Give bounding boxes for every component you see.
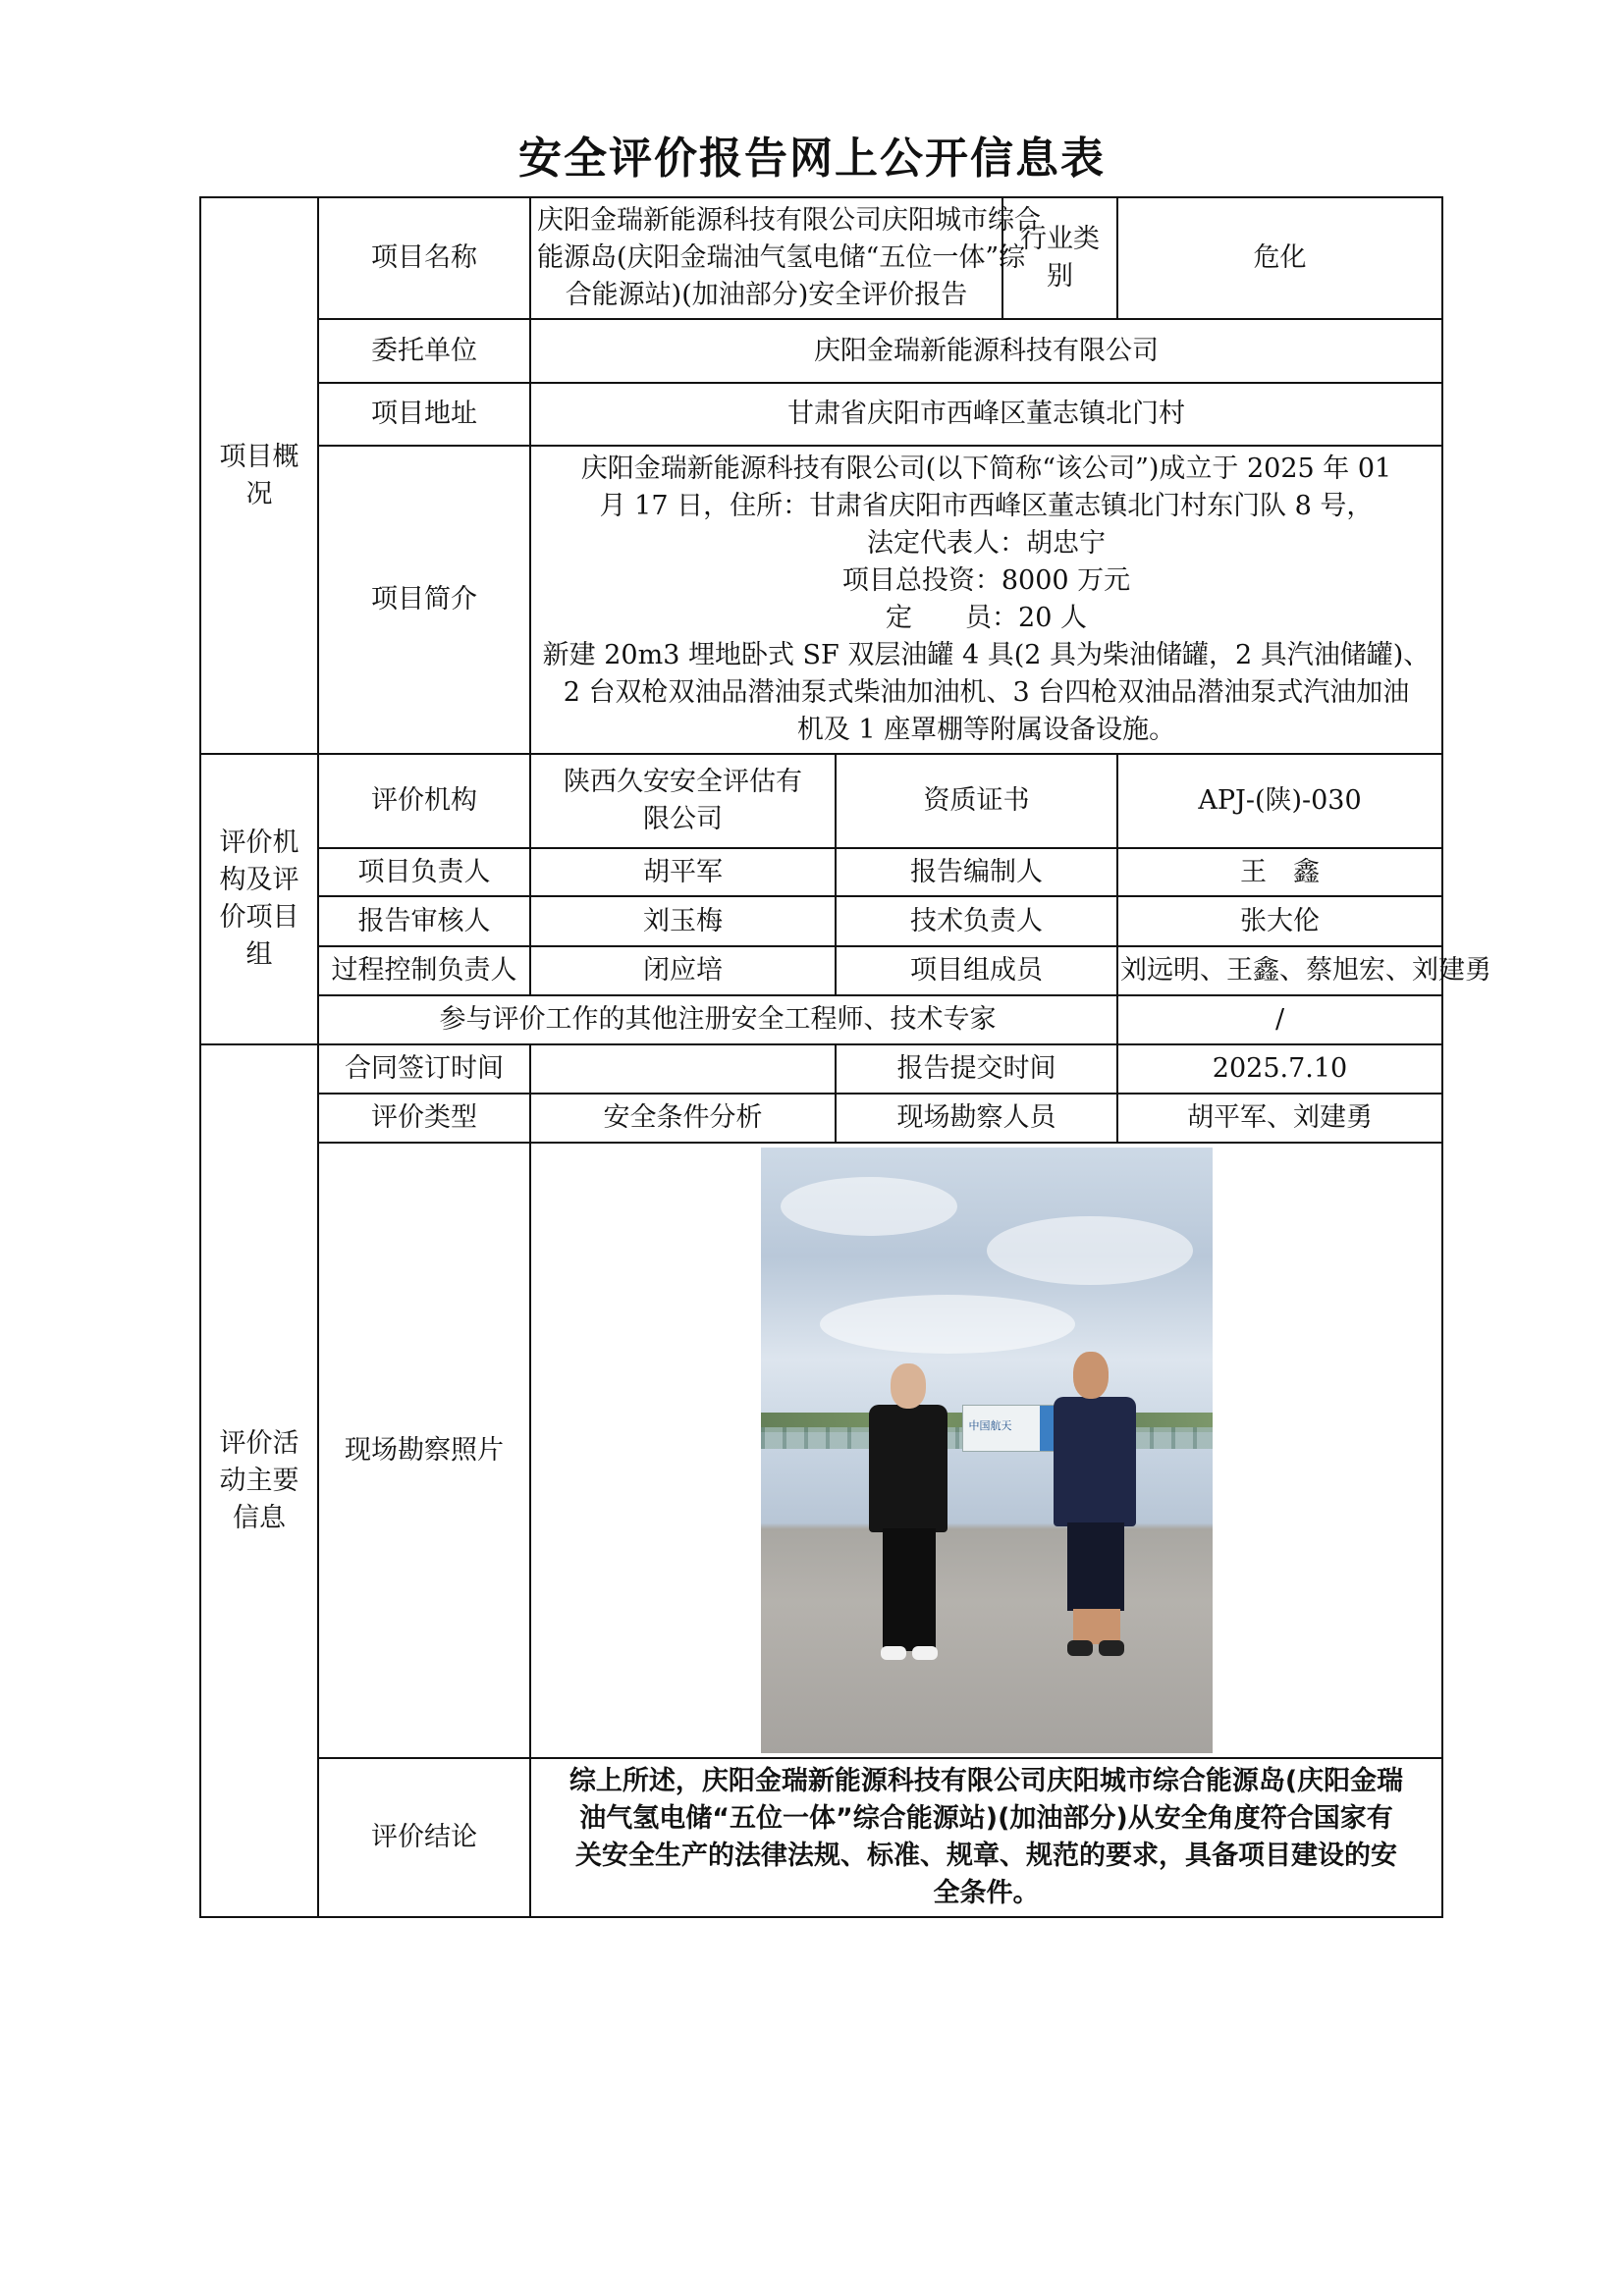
- person-right-calves: [1073, 1609, 1120, 1644]
- type-label: 评价类型: [318, 1094, 530, 1143]
- industry-value: 危化: [1117, 197, 1442, 319]
- person-right-shoe: [1099, 1640, 1124, 1656]
- type-value: 安全条件分析: [530, 1094, 836, 1143]
- person-left-legs: [883, 1528, 936, 1651]
- reviewer-value: 刘玉梅: [530, 896, 836, 946]
- project-name-value: 庆阳金瑞新能源科技有限公司庆阳城市综合 能源岛(庆阳金瑞油气氢电储“五位一体”综 合能源站)(加油部分)安全评价报告: [530, 197, 1002, 319]
- cert-value: APJ-(陕)-030: [1117, 754, 1442, 848]
- conclusion-text: 综上所述，庆阳金瑞新能源科技有限公司庆阳城市综合能源岛(庆阳金瑞 油气氢电储“五位一体”综合能源站)(加油部分)从安全角度符合国家有 关安全生产的法律法规、标准、规章、规范的要求，具备项目建设的安 全条件。: [530, 1758, 1442, 1917]
- project-name-label: 项目名称: [318, 197, 530, 319]
- intro-label: 项目简介: [318, 446, 530, 754]
- writer-label: 报告编制人: [836, 848, 1117, 896]
- person-left-shoe: [912, 1646, 938, 1660]
- cert-label: 资质证书: [836, 754, 1117, 848]
- info-table: [199, 196, 1491, 1918]
- members-label: 项目组成员: [836, 946, 1117, 995]
- tech-value: 张大伦: [1117, 896, 1442, 946]
- person-right-shoe: [1067, 1640, 1093, 1656]
- cloud-shape: [820, 1295, 1075, 1354]
- client-label: 委托单位: [318, 319, 530, 383]
- industry-label: 行业类别: [1002, 197, 1117, 319]
- site-survey-photo: [761, 1148, 1213, 1753]
- person-right-head: [1073, 1352, 1109, 1399]
- cloud-shape: [987, 1216, 1193, 1285]
- address-label: 项目地址: [318, 383, 530, 446]
- org-value: 陕西久安安全评估有限公司: [530, 754, 836, 848]
- reviewer-label: 报告审核人: [318, 896, 530, 946]
- leader-value: 胡平军: [530, 848, 836, 896]
- cloud-shape: [781, 1177, 957, 1236]
- surveyor-value: 胡平军、刘建勇: [1117, 1094, 1442, 1143]
- process-value: 闭应培: [530, 946, 836, 995]
- activity-group-label: 评价活动主要信息: [200, 1044, 318, 1917]
- process-label: 过程控制负责人: [318, 946, 530, 995]
- person-left-body: [869, 1405, 947, 1532]
- person-left-head: [891, 1363, 926, 1409]
- container-sign: 中国航天: [968, 1419, 1012, 1432]
- person-right-legs: [1067, 1522, 1124, 1611]
- address-value: 甘肃省庆阳市西峰区董志镇北门村: [530, 383, 1442, 446]
- person-right-body: [1054, 1397, 1136, 1526]
- members-value: 刘远明、王鑫、蔡旭宏、刘建勇: [1117, 946, 1442, 995]
- overview-group-label: 项目概况: [200, 197, 318, 754]
- submit-value: 2025.7.10: [1117, 1044, 1442, 1094]
- photo-cell: [530, 1143, 1442, 1758]
- client-value: 庆阳金瑞新能源科技有限公司: [530, 319, 1442, 383]
- page-title: 安全评价报告网上公开信息表: [518, 133, 1106, 184]
- experts-value: /: [1117, 995, 1442, 1044]
- submit-label: 报告提交时间: [836, 1044, 1117, 1094]
- container-building: [962, 1405, 1062, 1452]
- agency-group-label: 评价机构及评价项目组: [200, 754, 318, 1044]
- intro-text: 庆阳金瑞新能源科技有限公司(以下简称“该公司”)成立于 2025 年 01 月 17 日，住所：甘肃省庆阳市西峰区董志镇北门村东门队 8 号， 法定代表人：胡忠宁 项目总投资：8000 万元 定 员：20 人 新建 20m3 埋地卧式 SF 双层油罐 4 具(2 具为柴油储罐，2 具汽油储罐)、 2 台双枪双油品潜油泵式柴油加油机、3 台四枪双油品潜油泵式汽油加油 机及 1 座罩棚等附属设备设施。: [530, 446, 1442, 754]
- writer-value: 王 鑫: [1117, 848, 1442, 896]
- org-label: 评价机构: [318, 754, 530, 848]
- contract-value: [530, 1044, 836, 1094]
- person-left-shoe: [881, 1646, 906, 1660]
- photo-label: 现场勘察照片: [318, 1143, 530, 1758]
- surveyor-label: 现场勘察人员: [836, 1094, 1117, 1143]
- leader-label: 项目负责人: [318, 848, 530, 896]
- experts-label: 参与评价工作的其他注册安全工程师、技术专家: [318, 995, 1117, 1044]
- conclusion-label: 评价结论: [318, 1758, 530, 1917]
- contract-label: 合同签订时间: [318, 1044, 530, 1094]
- tech-label: 技术负责人: [836, 896, 1117, 946]
